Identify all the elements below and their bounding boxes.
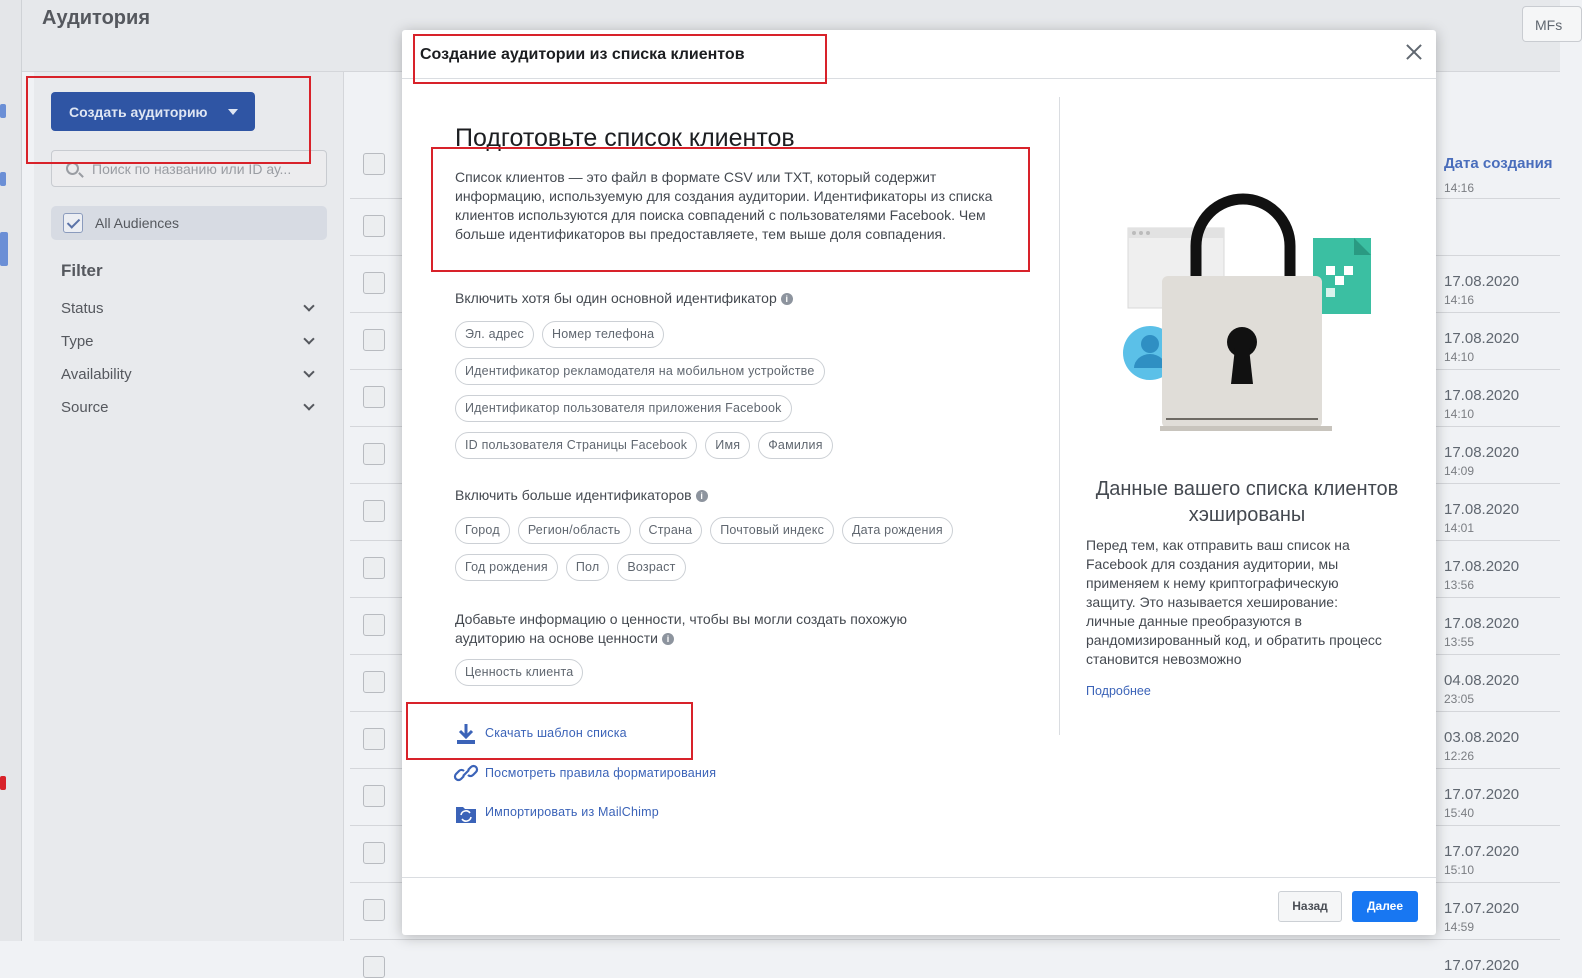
formatting-rules-label: Посмотреть правила форматирования <box>485 766 717 780</box>
link-icon <box>455 762 477 786</box>
download-template-label: Скачать шаблон списка <box>485 726 627 740</box>
identifier-tag-row <box>455 358 833 385</box>
hashed-title: Данные вашего списка клиентов хэшированы <box>1095 478 1399 526</box>
row-date: 17.08.2020 <box>1444 615 1520 632</box>
rail-icon[interactable] <box>0 232 8 266</box>
description-text: Список клиентов — это файл в формате CSV или TXT, который содержит информацию, используемую для создания аудитории. Идентификаторы из списка клиентов используются для поиска совпадений с пользователями Facebook. Чем больше идентификаторов вы предоставляете, тем выше доля совпадения. <box>455 169 993 242</box>
row-checkbox[interactable] <box>363 899 385 921</box>
row-date: 03.08.2020 <box>1444 729 1520 746</box>
filter-label: Status <box>61 300 104 317</box>
identifier-tag-row <box>455 517 961 544</box>
annotation-box <box>413 34 827 84</box>
identifier-tag-row <box>455 395 800 422</box>
row-checkbox[interactable] <box>363 443 385 465</box>
row-checkbox[interactable] <box>363 386 385 408</box>
identifier-tag: Ценность клиента <box>455 659 583 686</box>
identifier-tag: Возраст <box>617 554 685 581</box>
row-time: 14:10 <box>1444 407 1475 421</box>
identifier-tag: Имя <box>705 432 750 459</box>
chevron-down-icon <box>303 300 314 311</box>
date-column-header[interactable]: Дата создания <box>1444 155 1553 172</box>
row-date: 17.07.2020 <box>1444 957 1520 974</box>
row-time: 14:09 <box>1444 464 1475 478</box>
identifier-tag: Дата рождения <box>842 517 953 544</box>
filter-label: Availability <box>61 366 132 383</box>
row-checkbox[interactable] <box>363 557 385 579</box>
value-label <box>455 610 975 648</box>
row-date: 17.08.2020 <box>1444 558 1520 575</box>
folder-sync-icon <box>455 801 477 825</box>
row-date: 17.08.2020 <box>1444 387 1520 404</box>
primary-identifiers-label <box>455 290 793 306</box>
identifier-tag: Номер телефона <box>542 321 664 348</box>
left-rail <box>0 0 22 941</box>
row-time: 14:16 <box>1444 293 1475 307</box>
row-time: 14:59 <box>1444 920 1475 934</box>
filter-availability[interactable] <box>61 366 319 390</box>
close-icon[interactable] <box>1404 42 1424 62</box>
annotation-box <box>431 147 1030 272</box>
filter-type[interactable] <box>61 333 319 357</box>
row-checkbox[interactable] <box>363 728 385 750</box>
row-time: 14:10 <box>1444 350 1475 364</box>
row-time: 15:10 <box>1444 863 1475 877</box>
identifier-tag: Идентификатор рекламодателя на мобильном устройстве <box>455 358 825 385</box>
identifier-tag: ID пользователя Страницы Facebook <box>455 432 697 459</box>
identifier-tag: Почтовый индекс <box>710 517 834 544</box>
all-audiences-label: All Audiences <box>95 215 180 231</box>
checkbox-checked-icon[interactable] <box>63 213 83 233</box>
hashed-description: Перед тем, как отправить ваш список на Facebook для создания аудитории, мы применяем к нему криптографическую защиту. Это называется хеширование: личные данные преобразуются в рандомизированный код, и обратить процесс становится невозможно <box>1086 537 1382 667</box>
identifier-tag-row <box>455 554 694 581</box>
value-label-text: Добавьте информацию о ценности, чтобы вы могли создать похожую аудиторию на основе ценности <box>455 611 907 646</box>
row-time: 14:16 <box>1444 181 1475 195</box>
row-checkbox[interactable] <box>363 272 385 294</box>
chevron-down-icon <box>303 333 314 344</box>
row-date: 04.08.2020 <box>1444 672 1520 689</box>
identifier-tag: Регион/область <box>518 517 631 544</box>
row-checkbox[interactable] <box>363 785 385 807</box>
row-checkbox[interactable] <box>363 614 385 636</box>
identifier-tag-row <box>455 432 841 459</box>
row-date: 17.08.2020 <box>1444 501 1520 518</box>
identifier-tag-row <box>455 321 672 348</box>
info-icon[interactable]: i <box>696 490 708 502</box>
rail-icon[interactable] <box>0 104 6 118</box>
row-date: 17.07.2020 <box>1444 786 1520 803</box>
modal-title: Создание аудитории из списка клиентов <box>420 46 745 63</box>
identifier-tag: Фамилия <box>758 432 832 459</box>
filter-status[interactable] <box>61 300 319 324</box>
search-placeholder: Поиск по названию или ID ау... <box>92 161 292 177</box>
lock-illustration <box>1122 190 1412 450</box>
next-button[interactable]: Далее <box>1352 891 1418 922</box>
more-label-text: Включить больше идентификаторов <box>455 487 692 503</box>
row-time: 13:56 <box>1444 578 1475 592</box>
sidebar <box>34 72 344 941</box>
filter-source[interactable] <box>61 399 319 423</box>
table-row-divider <box>350 939 1560 940</box>
info-icon[interactable]: i <box>781 293 793 305</box>
identifier-tag: Страна <box>639 517 703 544</box>
back-button[interactable]: Назад <box>1278 891 1342 922</box>
all-audiences-filter[interactable] <box>51 206 327 240</box>
create-audience-label: Создать аудиторию <box>69 104 208 120</box>
value-tag-row <box>455 659 591 686</box>
row-checkbox[interactable] <box>363 329 385 351</box>
info-icon[interactable]: i <box>662 633 674 645</box>
chevron-down-icon <box>303 366 314 377</box>
filter-label: Type <box>61 333 94 350</box>
row-time: 12:26 <box>1444 749 1475 763</box>
chevron-down-icon <box>303 399 314 410</box>
modal-footer <box>402 877 1436 935</box>
row-checkbox[interactable] <box>363 956 385 978</box>
annotation-box <box>406 702 693 760</box>
identifier-tag: Город <box>455 517 510 544</box>
select-all-checkbox[interactable] <box>363 153 385 175</box>
identifier-tag: Пол <box>566 554 610 581</box>
page-title: Аудитория <box>42 7 150 29</box>
import-mailchimp-label: Импортировать из MailChimp <box>485 805 659 819</box>
row-time: 23:05 <box>1444 692 1475 706</box>
rail-icon[interactable] <box>0 172 6 186</box>
identifier-tag: Эл. адрес <box>455 321 534 348</box>
row-time: 14:01 <box>1444 521 1475 535</box>
row-checkbox[interactable] <box>363 215 385 237</box>
section-title: Подготовьте список клиентов <box>455 124 795 152</box>
row-date: 17.08.2020 <box>1444 273 1520 290</box>
rail-badge-icon <box>0 776 6 790</box>
account-button[interactable]: MFs <box>1522 6 1582 42</box>
filter-label: Source <box>61 399 109 416</box>
row-date: 17.08.2020 <box>1444 444 1520 461</box>
filter-title: Filter <box>61 261 103 280</box>
primary-label-text: Включить хотя бы один основной идентификатор <box>455 290 777 306</box>
annotation-box <box>26 76 311 164</box>
row-time: 13:55 <box>1444 635 1475 649</box>
row-time: 15:40 <box>1444 806 1475 820</box>
row-date: 17.07.2020 <box>1444 843 1520 860</box>
more-identifiers-label <box>455 487 708 503</box>
row-checkbox[interactable] <box>363 671 385 693</box>
row-checkbox[interactable] <box>363 500 385 522</box>
row-date: 17.08.2020 <box>1444 330 1520 347</box>
learn-more-link[interactable]: Подробнее <box>1086 684 1151 698</box>
identifier-tag: Идентификатор пользователя приложения Facebook <box>455 395 792 422</box>
row-date: 17.07.2020 <box>1444 900 1520 917</box>
column-divider <box>1059 97 1060 735</box>
row-checkbox[interactable] <box>363 842 385 864</box>
identifier-tag: Год рождения <box>455 554 558 581</box>
